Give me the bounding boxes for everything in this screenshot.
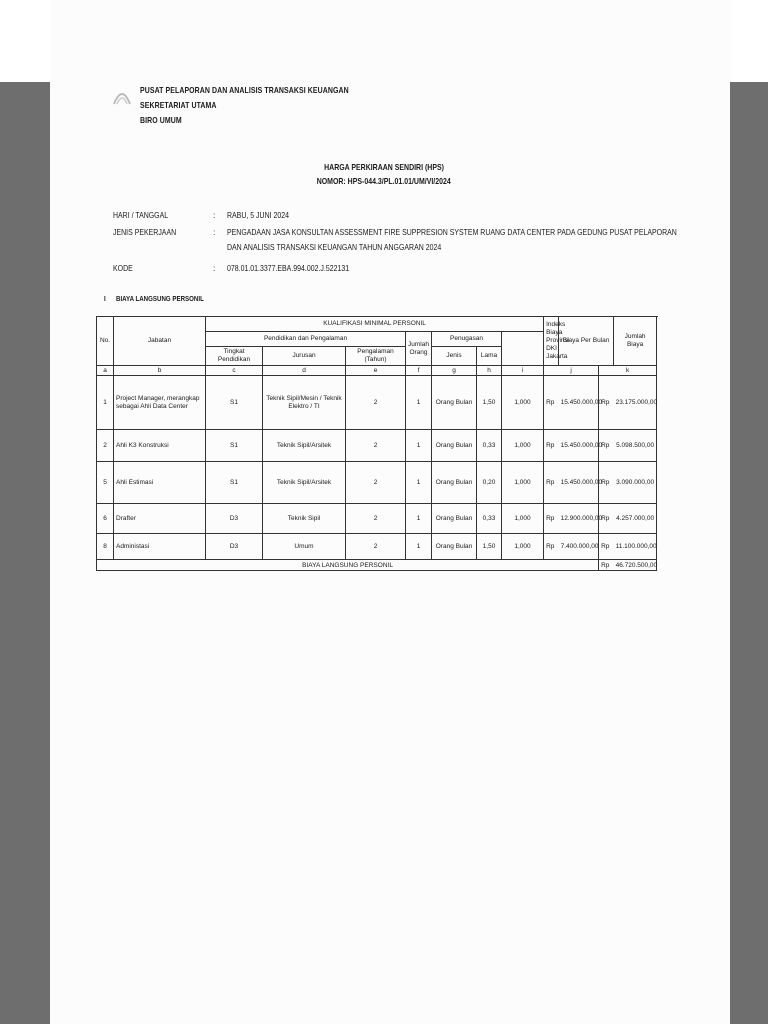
table-row [97,504,657,534]
row-orang: 1 [406,376,432,430]
header-tingkat: Tingkat Pendidikan [206,347,263,366]
kode-value: 078.01.01.3377.EBA.994.002.J.522131 [227,263,350,273]
row-jurusan: Teknik Sipil/Mesin / Teknik Elektro / TI [263,376,346,430]
header-jumlah-orang-line1: Jumlah [408,340,429,348]
row-rp-jumlah: Rp [599,430,614,462]
header-jurusan: Jurusan [263,347,346,366]
row-pengalaman: 2 [346,462,406,504]
row-indeks: 1,000 [502,504,544,534]
org-unit: SEKRETARIAT UTAMA [140,100,217,110]
letter-j: j [544,366,599,376]
header-penugasan: Penugasan [432,332,502,347]
letter-i: i [502,366,544,376]
row-biaya: 15.450.000,00 [559,462,599,504]
row-biaya: 7.400.000,00 [559,534,599,560]
row-biaya: 15.450.000,00 [559,376,599,430]
row-no: 1 [97,376,114,430]
total-value: 46.720.500,00 [615,561,658,569]
scan-shadow-right [730,82,768,1024]
row-jumlah: 11.100.000,00 [614,534,657,560]
row-rp-jumlah: Rp [599,376,614,430]
header-lama: Lama [477,347,502,366]
table-row [97,462,657,504]
section-title: BIAYA LANGSUNG PERSONIL [116,294,205,303]
row-pengalaman: 2 [346,430,406,462]
row-jabatan: Administasi [114,534,206,560]
org-name: PUSAT PELAPORAN DAN ANALISIS TRANSAKSI KEUANGAN [140,85,349,95]
row-rp-biaya: Rp [544,504,559,534]
kode-label: KODE [113,263,133,273]
row-rp-biaya: Rp [544,376,559,430]
header-pengalaman: Pengalaman (Tahun) [346,347,406,366]
jenis-value-line1: PENGADAAN JASA KONSULTAN ASSESSMENT FIRE SUPPRESION SYSTEM RUANG DATA CENTER PADA GEDUNG PUSAT PELAPORAN [227,227,677,237]
row-lama: 0,33 [477,430,502,462]
hari-value: RABU, 5 JUNI 2024 [227,210,289,220]
table-row [97,534,657,560]
table-row [97,430,657,462]
document-number: NOMOR: HPS-044.3/PL.01.01/UM/VI/2024 [316,176,452,186]
header-biaya-per-bulan: Biaya Per Bulan [559,317,614,366]
letter-c: c [206,366,263,376]
row-jumlah: 23.175.000,00 [614,376,657,430]
letter-h: h [477,366,502,376]
letter-g: g [432,366,477,376]
header-jumlah-orang [406,332,432,366]
row-lama: 1,50 [477,534,502,560]
total-row [97,560,657,571]
letter-a: a [97,366,114,376]
header-indeks-line3: Jakarta [546,353,568,360]
row-pengalaman: 2 [346,534,406,560]
row-lama: 0,20 [477,462,502,504]
section-number: I [104,294,106,303]
row-tingkat: S1 [206,376,263,430]
jenis-colon: : [213,227,216,237]
jenis-label: JENIS PEKERJAAN [113,227,177,237]
header-indeks [544,317,570,366]
hps-table [96,316,657,571]
header-jabatan: Jabatan [114,317,206,366]
row-jenis: Orang Bulan [432,462,477,504]
row-rp-jumlah: Rp [599,534,614,560]
row-jabatan: Ahli K3 Konstruksi [114,430,206,462]
scan-shadow-left [0,82,50,1024]
ppatk-logo-icon [112,88,132,106]
row-orang: 1 [406,462,432,504]
row-pengalaman: 2 [346,504,406,534]
row-indeks: 1,000 [502,462,544,504]
hari-colon: : [213,210,216,220]
org-bureau: BIRO UMUM [140,115,182,125]
letter-b: b [114,366,206,376]
column-letter-row [97,366,657,376]
header-no: No. [97,317,114,366]
row-jurusan: Teknik Sipil/Arsitek [263,462,346,504]
header-kualifikasi: KUALIFIKASI MINIMAL PERSONIL [206,317,544,332]
row-jurusan: Umum [263,534,346,560]
row-orang: 1 [406,534,432,560]
total-label: BIAYA LANGSUNG PERSONIL [97,560,599,571]
row-rp-jumlah: Rp [599,462,614,504]
letter-f: f [406,366,432,376]
row-jabatan: Project Manager, merangkap sebagai Ahli Data Center [114,376,206,430]
row-orang: 1 [406,504,432,534]
row-no: 6 [97,504,114,534]
row-tingkat: S1 [206,430,263,462]
row-indeks: 1,000 [502,534,544,560]
letter-d: d [263,366,346,376]
row-rp-jumlah: Rp [599,504,614,534]
row-rp-biaya: Rp [544,430,559,462]
row-no: 2 [97,430,114,462]
row-lama: 1,50 [477,376,502,430]
row-jurusan: Teknik Sipil [263,504,346,534]
jenis-value-line2: DAN ANALISIS TRANSAKSI KEUANGAN TAHUN ANGGARAN 2024 [227,242,442,252]
row-jumlah: 3.090.000,00 [614,462,657,504]
row-jenis: Orang Bulan [432,534,477,560]
header-jumlah-orang-line2: Orang [409,348,428,356]
row-indeks: 1,000 [502,430,544,462]
row-jenis: Orang Bulan [432,504,477,534]
table-row [97,376,657,430]
row-biaya: 12.900.000,00 [559,504,599,534]
row-lama: 0,33 [477,504,502,534]
row-jumlah: 4.257.000,00 [614,504,657,534]
row-pengalaman: 2 [346,376,406,430]
row-jenis: Orang Bulan [432,376,477,430]
row-rp-biaya: Rp [544,534,559,560]
row-tingkat: D3 [206,534,263,560]
row-rp-biaya: Rp [544,462,559,504]
row-orang: 1 [406,430,432,462]
header-jenis: Jenis [432,347,477,366]
row-indeks: 1,000 [502,376,544,430]
row-biaya: 15.450.000,00 [559,430,599,462]
row-no: 5 [97,462,114,504]
row-jabatan: Drafter [114,504,206,534]
row-jenis: Orang Bulan [432,430,477,462]
header-pendidikan: Pendidikan dan Pengalaman [206,332,406,347]
header-indeks-line2: Provinsi DKI [546,337,570,352]
letter-e: e [346,366,406,376]
header-jumlah-biaya: Jumlah Biaya [614,317,657,366]
hari-label: HARI / TANGGAL [113,210,169,220]
row-tingkat: S1 [206,462,263,504]
row-jurusan: Teknik Sipil/Arsitek [263,430,346,462]
header-indeks-line1: Indeks Biaya [546,321,566,336]
section-heading [104,294,223,303]
row-no: 8 [97,534,114,560]
row-tingkat: D3 [206,504,263,534]
document-title: HARGA PERKIRAAN SENDIRI (HPS) [324,162,444,172]
total-rp: Rp [599,560,614,571]
letter-k: k [599,366,657,376]
row-jumlah: 5.098.500,00 [614,430,657,462]
kode-colon: : [213,263,216,273]
row-jabatan: Ahli Estimasi [114,462,206,504]
